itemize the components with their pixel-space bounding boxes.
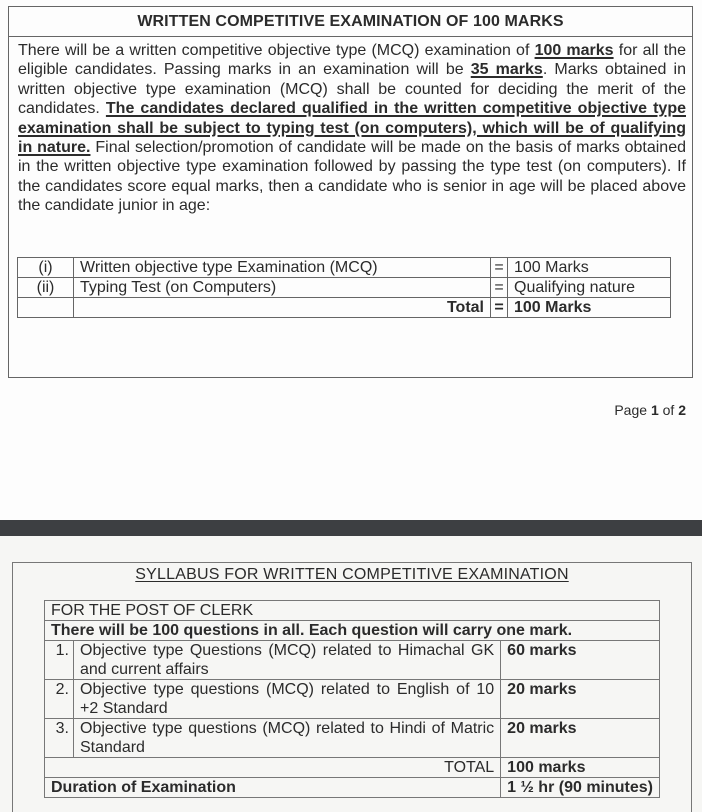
- syllabus-total-value: 100 marks: [501, 758, 660, 778]
- row-description: Objective type questions (MCQ) related to Hindi of Matric Standard: [74, 719, 501, 758]
- row-number: 3.: [45, 719, 74, 758]
- syllabus-title: SYLLABUS FOR WRITTEN COMPETITIVE EXAMINATION: [135, 566, 569, 583]
- row-number: (i): [18, 258, 74, 278]
- post-title: FOR THE POST OF CLERK: [45, 601, 660, 621]
- post-row: [45, 601, 660, 621]
- row-marks: 20 marks: [501, 719, 660, 758]
- note-row: [45, 621, 660, 641]
- desc-part-3: . Marks obtained in written objective type examination (MCQ) shall be counted for deciding the merit of the candidates.: [18, 61, 687, 118]
- row-number: 1.: [45, 641, 74, 680]
- row-item: Typing Test (on Computers): [74, 278, 491, 298]
- row-number: 2.: [45, 680, 74, 719]
- page-total: 2: [678, 402, 686, 418]
- total-label: Total: [74, 298, 491, 318]
- marks-table: [17, 257, 671, 318]
- table-row: [45, 641, 660, 680]
- total-marks-highlight: 100 marks: [534, 42, 614, 59]
- exam-description: [9, 37, 692, 216]
- page-current: 1: [650, 402, 659, 418]
- row-equals: =: [491, 258, 508, 278]
- syllabus-section: [12, 562, 692, 812]
- table-row: [45, 680, 660, 719]
- duration-row: [45, 778, 660, 798]
- desc-part-2: for all the eligible candidates. Passing marks in an examination will be: [18, 42, 686, 79]
- table-row: [45, 719, 660, 758]
- page-prefix: Page: [614, 402, 651, 418]
- syllabus-table: [44, 600, 660, 798]
- exam-section: [8, 6, 693, 378]
- row-description: Objective type Questions (MCQ) related to Himachal GK and current affairs: [74, 641, 501, 680]
- questions-note: There will be 100 questions in all. Each question will carry one mark.: [45, 621, 660, 641]
- total-row: [18, 298, 671, 318]
- page-of: of: [658, 402, 679, 418]
- row-description: Objective type questions (MCQ) related to English of 10 +2 Standard: [74, 680, 501, 719]
- duration-value: 1 ½ hr (90 minutes): [501, 778, 660, 798]
- empty-cell: [18, 298, 74, 318]
- qualifying-clause: The candidates declared qualified in the written competitive objective type examination shall be subject to typing test (on computers), which will be of qualifying in nature.: [18, 100, 686, 157]
- table-row: [18, 278, 671, 298]
- row-number: (ii): [18, 278, 74, 298]
- row-value: Qualifying nature: [508, 278, 671, 298]
- page-number: [614, 402, 686, 418]
- total-value: 100 Marks: [508, 298, 671, 318]
- row-value: 100 Marks: [508, 258, 671, 278]
- syllabus-total-label: TOTAL: [45, 758, 501, 778]
- table-row: [18, 258, 671, 278]
- row-marks: 20 marks: [501, 680, 660, 719]
- row-item: Written objective type Examination (MCQ): [74, 258, 491, 278]
- row-equals: =: [491, 278, 508, 298]
- total-row: [45, 758, 660, 778]
- total-equals: =: [491, 298, 508, 318]
- page-separator: [0, 520, 702, 536]
- row-marks: 60 marks: [501, 641, 660, 680]
- desc-part-1: There will be a written competitive objective type (MCQ) examination of: [18, 42, 535, 59]
- passing-marks-highlight: 35 marks: [470, 61, 543, 79]
- page-two: [0, 536, 702, 812]
- duration-label: Duration of Examination: [45, 778, 501, 798]
- desc-part-4: Final selection/promotion of candidate will be made on the basis of marks obtained in the written objective type examination followed by passing the type test (on computers). If the candidates score equal marks, then a candidate who is senior in age will be placed above the candidate junior in age:: [18, 139, 686, 215]
- exam-title: WRITTEN COMPETITIVE EXAMINATION OF 100 MARKS: [9, 7, 692, 37]
